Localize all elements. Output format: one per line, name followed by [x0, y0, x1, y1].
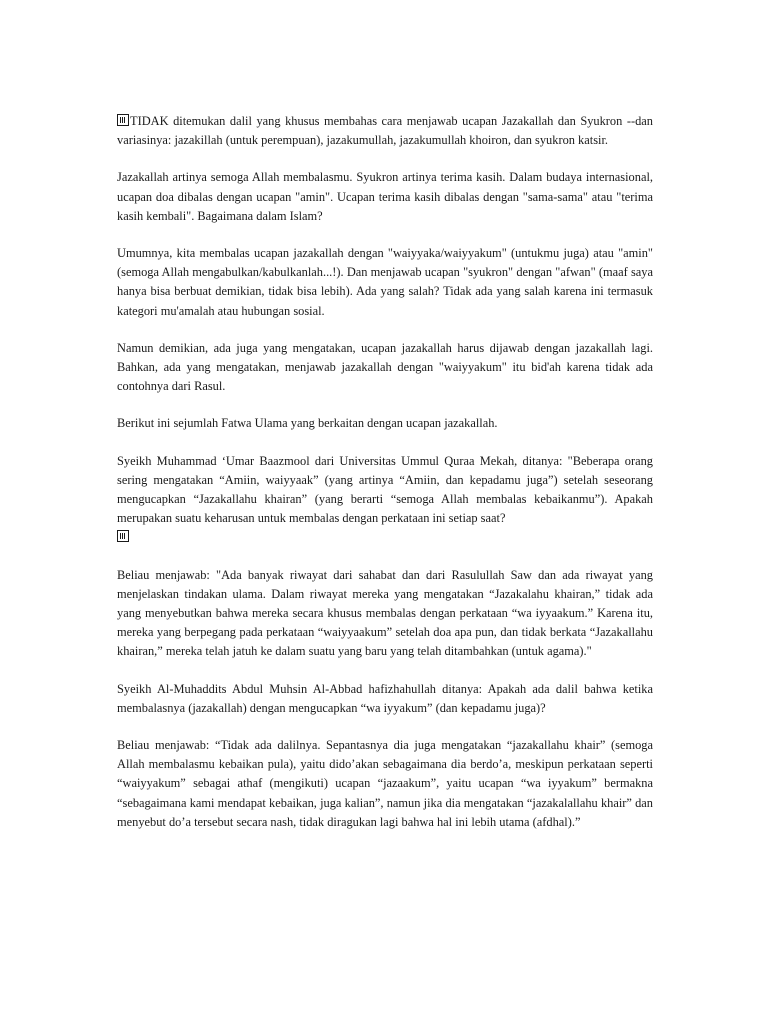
paragraph-common-replies: Umumnya, kita membalas ucapan jazakallah dengan "waiyyaka/waiyyakum" (untukmu juga) atau "amin" (semoga Allah mengabulkan/kabulkanlah...!). Dan menjawab ucapan "syukron" dengan "afwan" (maaf saya hanya bisa berbuat demikian, tidak bisa lebih). Ada yang salah? Tidak ada yang salah karena ini termasuk kategori mu'amalah atau hubungan sosial. [117, 246, 653, 318]
document-body [117, 112, 653, 850]
paragraph-definitions: Jazakallah artinya semoga Allah membalasmu. Syukron artinya terima kasih. Dalam budaya internasional, ucapan doa dibalas dengan ucapan "amin". Ucapan terima kasih dibalas dengan "sama-sama" atau "terima kasih kembali". Bagaimana dalam Islam? [117, 170, 653, 223]
paragraph-al-abbad-answer: Beliau menjawab: “Tidak ada dalilnya. Sepantasnya dia juga mengatakan “jazakallahu khair” (semoga Allah membalasmu kebaikan pula), yaitu dido’akan sebagaimana dia berdo’a, meskipun perkataan seperti “waiyyakum” sebagai athaf (mengikuti) ucapan “jazaakum”, yaitu ucapan “wa iyyakum” bermakna “sebagaimana kami mendapat kebaikan, juga kalian”, namun jika dia mengatakan “jazakalallahu khair” dan menyebut do’a tersebut secara nash, tidak diragukan lagi bahwa hal ini lebih utama (afdhal).” [117, 738, 653, 829]
paragraph-fatwa-intro: Berikut ini sejumlah Fatwa Ulama yang berkaitan dengan ucapan jazakallah. [117, 416, 498, 431]
missing-character-glyph-icon [117, 530, 129, 542]
paragraph-intro [117, 112, 653, 150]
paragraph-baazmool-question: Syeikh Muhammad ‘Umar Baazmool dari Universitas Ummul Quraa Mekah, ditanya: "Beberapa orang sering mengatakan “Amiin, waiyyaak” (yang artinya “Amiin, dan kepadamu juga”) setelah seseorang mengucapkan “Jazakallahu khairan” (yang berarti “semoga Allah membalas kebaikanmu”). Apakah merupakan suatu keharusan untuk membalas dengan perkataan ini setiap saat? [117, 453, 653, 526]
paragraph-other-opinions: Namun demikian, ada juga yang mengatakan, ucapan jazakallah harus dijawab dengan jazakallah lagi. Bahkan, ada yang mengatakan, menjawab jazakallah dengan "waiyyakum" itu bid'ah karena tidak ada contohnya dari Rasul. [117, 340, 653, 394]
missing-glyph-line [117, 528, 653, 547]
paragraph-baazmool-answer: Beliau menjawab: "Ada banyak riwayat dari sahabat dan dari Rasulullah Saw dan ada riwayat yang menjelaskan tindakan ulama. Dalam riwayat mereka yang mengatakan “Jazakalahu khairan,” tidak ada yang menyebutkan bahwa mereka secara khusus membalas dengan perkataan “wa iyyaakum.” Karena itu, mereka yang berpegang pada perkataan “waiyyaakum” setelah doa apa pun, dan tidak berkata “Jazakallahu khairan,” mereka telah jatuh ke dalam suatu yang baru yang telah ditambahkan (untuk agama)." [117, 567, 653, 659]
paragraph-al-abbad-question: Syeikh Al-Muhaddits Abdul Muhsin Al-Abbad hafizhahullah ditanya: Apakah ada dalil bahwa ketika membalasnya (jazakallah) dengan mengucapkan “wa iyyakum” (dan kepadamu juga)? [117, 681, 653, 715]
paragraph-intro-text: TIDAK ditemukan dalil yang khusus membahas cara menjawab ucapan Jazakallah dan Syukron --dan variasinya: jazakillah (untuk perempuan), jazakumullah, jazakumullah khoiron, dan syukron katsir. [117, 114, 653, 148]
missing-character-glyph-icon [117, 114, 129, 126]
